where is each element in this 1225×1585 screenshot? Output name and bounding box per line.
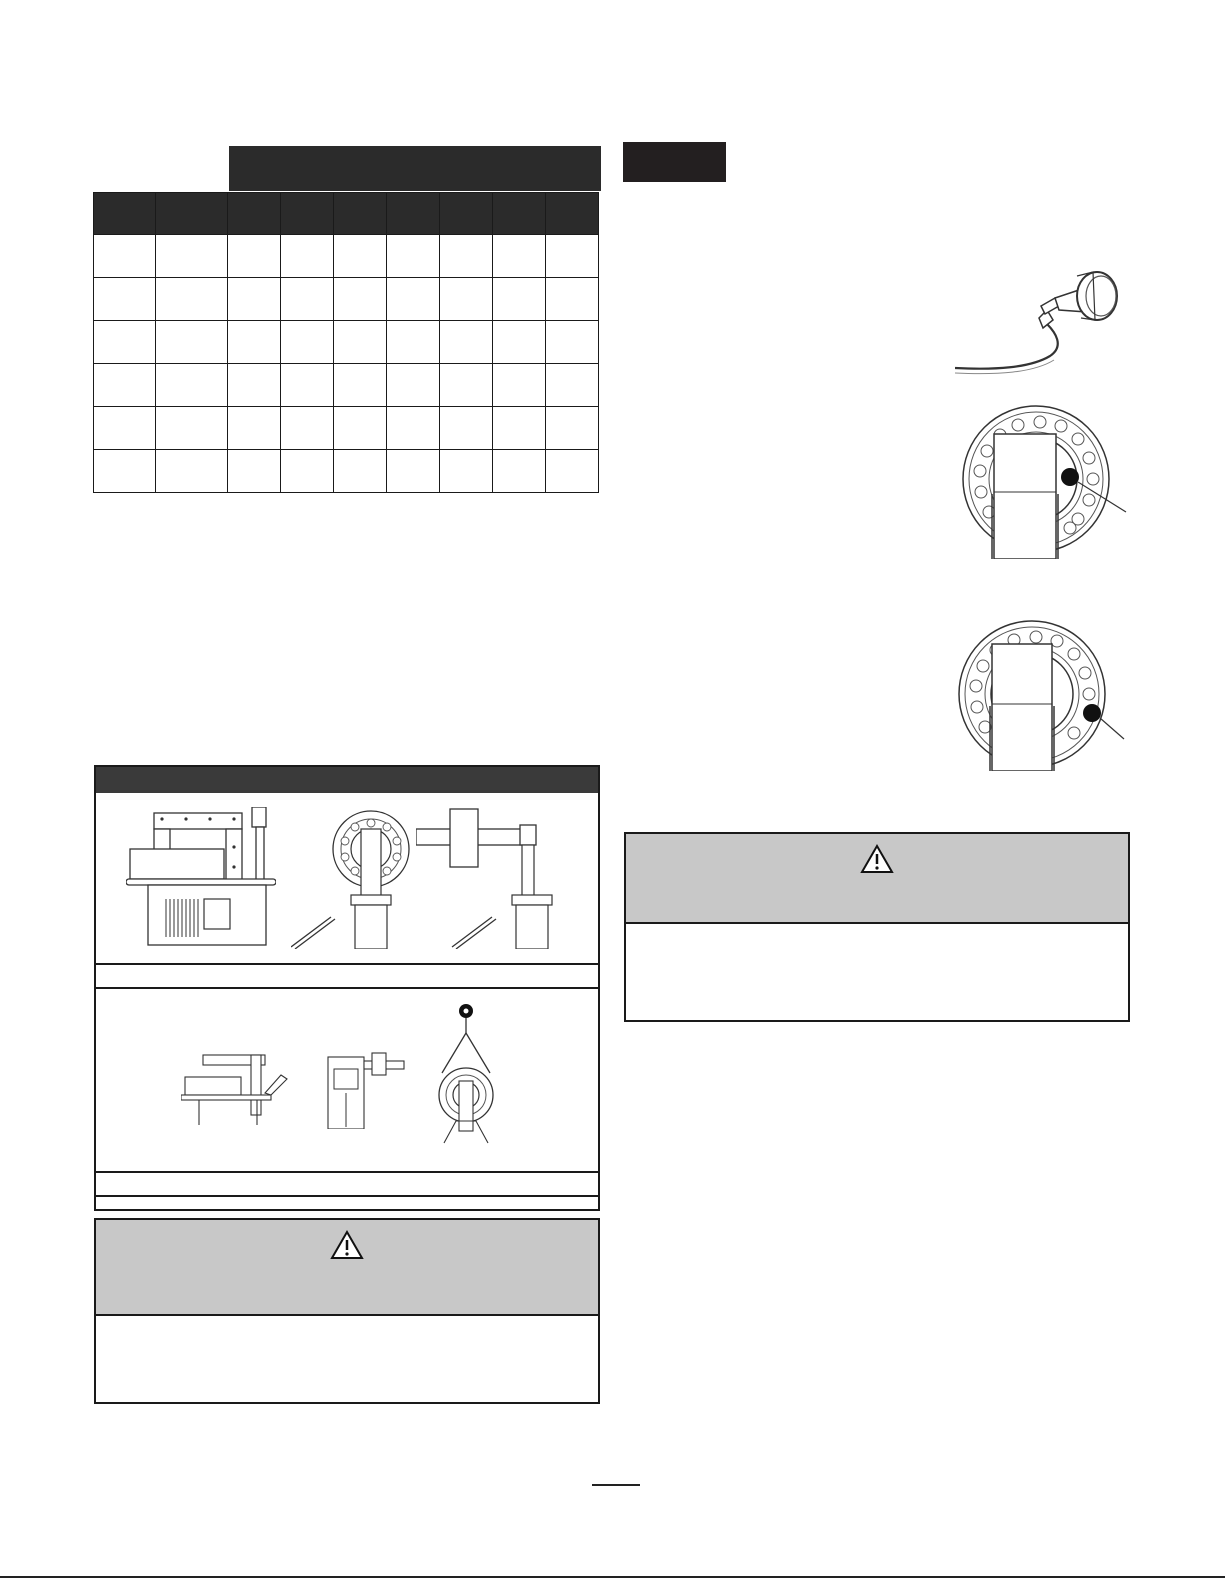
table-cell bbox=[387, 321, 440, 364]
figure-caption bbox=[96, 963, 598, 989]
section-heading-tab bbox=[623, 142, 726, 182]
table-cell bbox=[546, 235, 599, 278]
column-header bbox=[94, 193, 156, 235]
table-cell bbox=[281, 364, 334, 407]
table-cell bbox=[440, 321, 493, 364]
table-cell bbox=[94, 278, 156, 321]
table-cell bbox=[546, 321, 599, 364]
table-row bbox=[94, 407, 599, 450]
table-cell bbox=[228, 278, 281, 321]
table-cell bbox=[281, 407, 334, 450]
table-row bbox=[94, 235, 599, 278]
table-row bbox=[94, 321, 599, 364]
column-header bbox=[156, 193, 228, 235]
table-cell bbox=[334, 321, 387, 364]
table-cell bbox=[334, 278, 387, 321]
table-row bbox=[94, 278, 599, 321]
table-cell bbox=[440, 364, 493, 407]
table-header-row bbox=[94, 193, 599, 235]
table-cell bbox=[334, 450, 387, 493]
table-cell bbox=[387, 407, 440, 450]
table-cell bbox=[493, 364, 546, 407]
warning-box bbox=[94, 1218, 600, 1404]
table-cell bbox=[493, 278, 546, 321]
bearing-diagram-icon bbox=[958, 404, 1128, 559]
table-cell bbox=[228, 321, 281, 364]
table-cell bbox=[493, 321, 546, 364]
table-cell bbox=[228, 364, 281, 407]
table-group-header bbox=[229, 146, 601, 191]
heater-machine-icon bbox=[126, 807, 276, 947]
table-cell bbox=[334, 235, 387, 278]
table-cell bbox=[334, 364, 387, 407]
table-cell bbox=[281, 450, 334, 493]
warning-triangle-icon bbox=[330, 1230, 364, 1260]
table-cell bbox=[387, 278, 440, 321]
table-cell bbox=[440, 450, 493, 493]
table-cell bbox=[334, 407, 387, 450]
table-cell bbox=[440, 278, 493, 321]
heater-machine-icon bbox=[181, 1049, 291, 1127]
warning-triangle-icon bbox=[860, 844, 894, 874]
column-header bbox=[281, 193, 334, 235]
bearing-diagram-icon bbox=[291, 799, 411, 949]
warning-header bbox=[96, 1220, 598, 1316]
page-number-rule bbox=[592, 1484, 640, 1486]
footer-rule bbox=[0, 1576, 1225, 1578]
column-header bbox=[546, 193, 599, 235]
table-cell bbox=[156, 235, 228, 278]
table-cell bbox=[281, 278, 334, 321]
table-cell bbox=[94, 235, 156, 278]
bearing-diagram-icon bbox=[952, 616, 1127, 771]
table-cell bbox=[228, 235, 281, 278]
table-cell bbox=[281, 235, 334, 278]
table-cell bbox=[387, 450, 440, 493]
table-cell bbox=[156, 321, 228, 364]
figure-panel bbox=[94, 765, 600, 1211]
figure-title-bar bbox=[96, 767, 598, 793]
table-cell bbox=[493, 235, 546, 278]
table-cell bbox=[156, 364, 228, 407]
warning-header bbox=[626, 834, 1128, 924]
temperature-probe-icon bbox=[955, 270, 1130, 380]
column-header bbox=[387, 193, 440, 235]
heater-machine-icon bbox=[416, 799, 566, 949]
table-cell bbox=[546, 407, 599, 450]
table-cell bbox=[228, 450, 281, 493]
table-cell bbox=[440, 407, 493, 450]
heater-machine-icon bbox=[324, 1049, 409, 1129]
table-cell bbox=[546, 364, 599, 407]
table-cell bbox=[387, 364, 440, 407]
table-cell bbox=[94, 450, 156, 493]
table-cell bbox=[94, 407, 156, 450]
table-cell bbox=[156, 407, 228, 450]
column-header bbox=[228, 193, 281, 235]
table-cell bbox=[493, 407, 546, 450]
table-cell bbox=[546, 450, 599, 493]
table-cell bbox=[94, 364, 156, 407]
table-cell bbox=[493, 450, 546, 493]
table-cell bbox=[387, 235, 440, 278]
table-cell bbox=[281, 321, 334, 364]
figure-caption bbox=[96, 1171, 598, 1197]
column-header bbox=[334, 193, 387, 235]
warning-box bbox=[624, 832, 1130, 1022]
column-header bbox=[440, 193, 493, 235]
table-cell bbox=[546, 278, 599, 321]
table-cell bbox=[440, 235, 493, 278]
table-row bbox=[94, 450, 599, 493]
table-cell bbox=[228, 407, 281, 450]
table-row bbox=[94, 364, 599, 407]
table-cell bbox=[94, 321, 156, 364]
lifting-sling-icon bbox=[436, 1003, 496, 1145]
column-header bbox=[493, 193, 546, 235]
spec-table bbox=[93, 192, 599, 493]
table-cell bbox=[156, 278, 228, 321]
table-cell bbox=[156, 450, 228, 493]
